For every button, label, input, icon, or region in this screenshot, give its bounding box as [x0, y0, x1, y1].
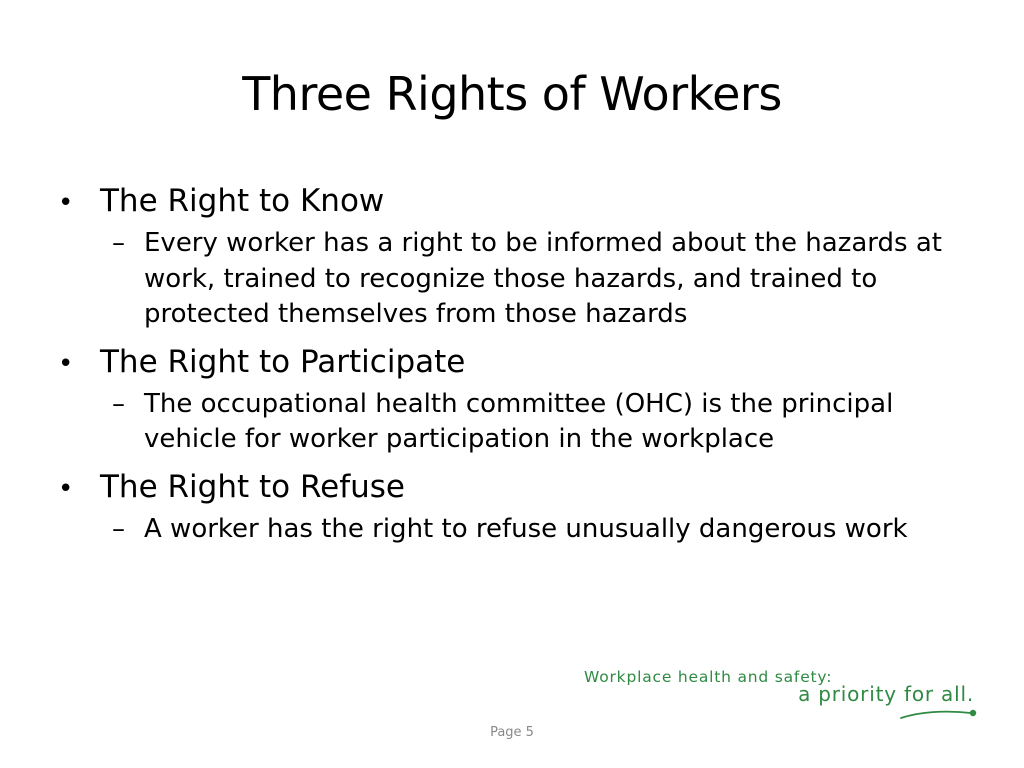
bullet-detail: Every worker has a right to be informed about the hazards at work, trained to recognize those hazards, and trained to protected themselves from those hazards: [144, 228, 942, 329]
bullet-detail: A worker has the right to refuse unusually dangerous work: [144, 513, 908, 544]
sub-bullet-marker: –: [112, 228, 125, 258]
swoosh-icon: [899, 704, 979, 720]
bullet-marker: •: [58, 188, 74, 218]
bullet-marker: •: [58, 348, 74, 379]
sub-bullet-marker: –: [112, 388, 125, 419]
logo-tagline: Workplace health and safety:: [584, 668, 833, 686]
bullet-heading: The Right to Know: [100, 183, 385, 219]
page-number: Page 5: [490, 725, 534, 740]
bullet-marker: •: [58, 473, 74, 504]
bullet-heading: The Right to Refuse: [100, 468, 405, 505]
sub-bullet-marker: –: [112, 513, 125, 544]
bullet-heading: The Right to Participate: [100, 343, 466, 380]
logo-slogan: a priority for all.: [798, 682, 974, 706]
bullet-item-right-to-participate: [58, 339, 958, 458]
bullet-item-right-to-know: [58, 178, 958, 333]
bullet-detail: The occupational health committee (OHC) is the principal vehicle for worker participation in the workplace: [144, 388, 894, 454]
bullet-item-right-to-refuse: [58, 464, 958, 548]
bullet-list: [58, 178, 958, 553]
slide-title: Three Rights of Workers: [242, 67, 782, 121]
logo: [584, 668, 984, 720]
